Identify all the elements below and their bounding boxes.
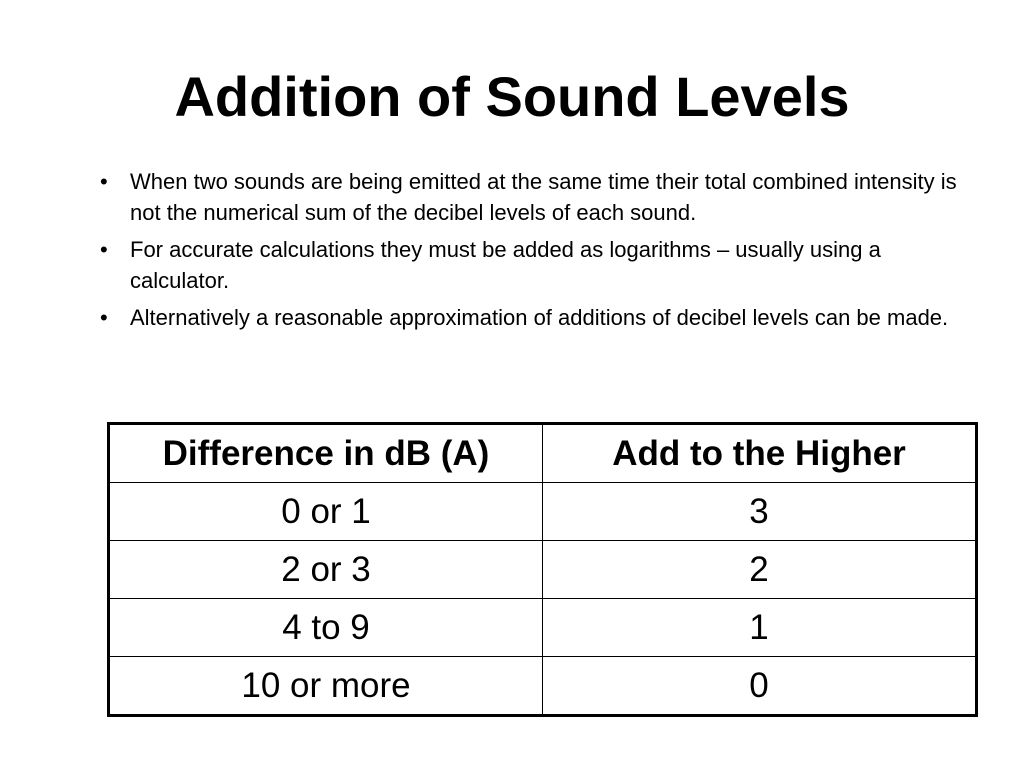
table-row <box>109 657 977 716</box>
header-add-to-higher: Add to the Higher <box>543 424 977 483</box>
bullet-text: When two sounds are being emitted at the same time their total combined intensity is not the numerical sum of the decibel levels of each sound. <box>130 169 957 225</box>
difference-cell: 2 or 3 <box>109 541 543 599</box>
bullet-item <box>100 234 960 296</box>
table-header-row <box>109 424 977 483</box>
approximation-table-container <box>107 422 978 717</box>
bullet-item <box>100 302 960 333</box>
difference-cell: 4 to 9 <box>109 599 543 657</box>
difference-cell: 0 or 1 <box>109 483 543 541</box>
difference-cell: 10 or more <box>109 657 543 716</box>
bullet-icon: • <box>100 169 108 194</box>
bullet-icon: • <box>100 305 108 330</box>
bullet-item <box>100 166 960 228</box>
table-row <box>109 483 977 541</box>
add-value-cell: 2 <box>543 541 977 599</box>
bullet-icon: • <box>100 237 108 262</box>
table-row <box>109 541 977 599</box>
bullet-text: For accurate calculations they must be added as logarithms – usually using a calculator. <box>130 237 881 293</box>
slide-title: Addition of Sound Levels <box>174 65 850 128</box>
bullet-list <box>100 166 960 339</box>
add-value-cell: 0 <box>543 657 977 716</box>
header-difference: Difference in dB (A) <box>109 424 543 483</box>
table-row <box>109 599 977 657</box>
approximation-table <box>107 422 978 717</box>
add-value-cell: 3 <box>543 483 977 541</box>
add-value-cell: 1 <box>543 599 977 657</box>
bullet-text: Alternatively a reasonable approximation of additions of decibel levels can be made. <box>130 305 949 330</box>
